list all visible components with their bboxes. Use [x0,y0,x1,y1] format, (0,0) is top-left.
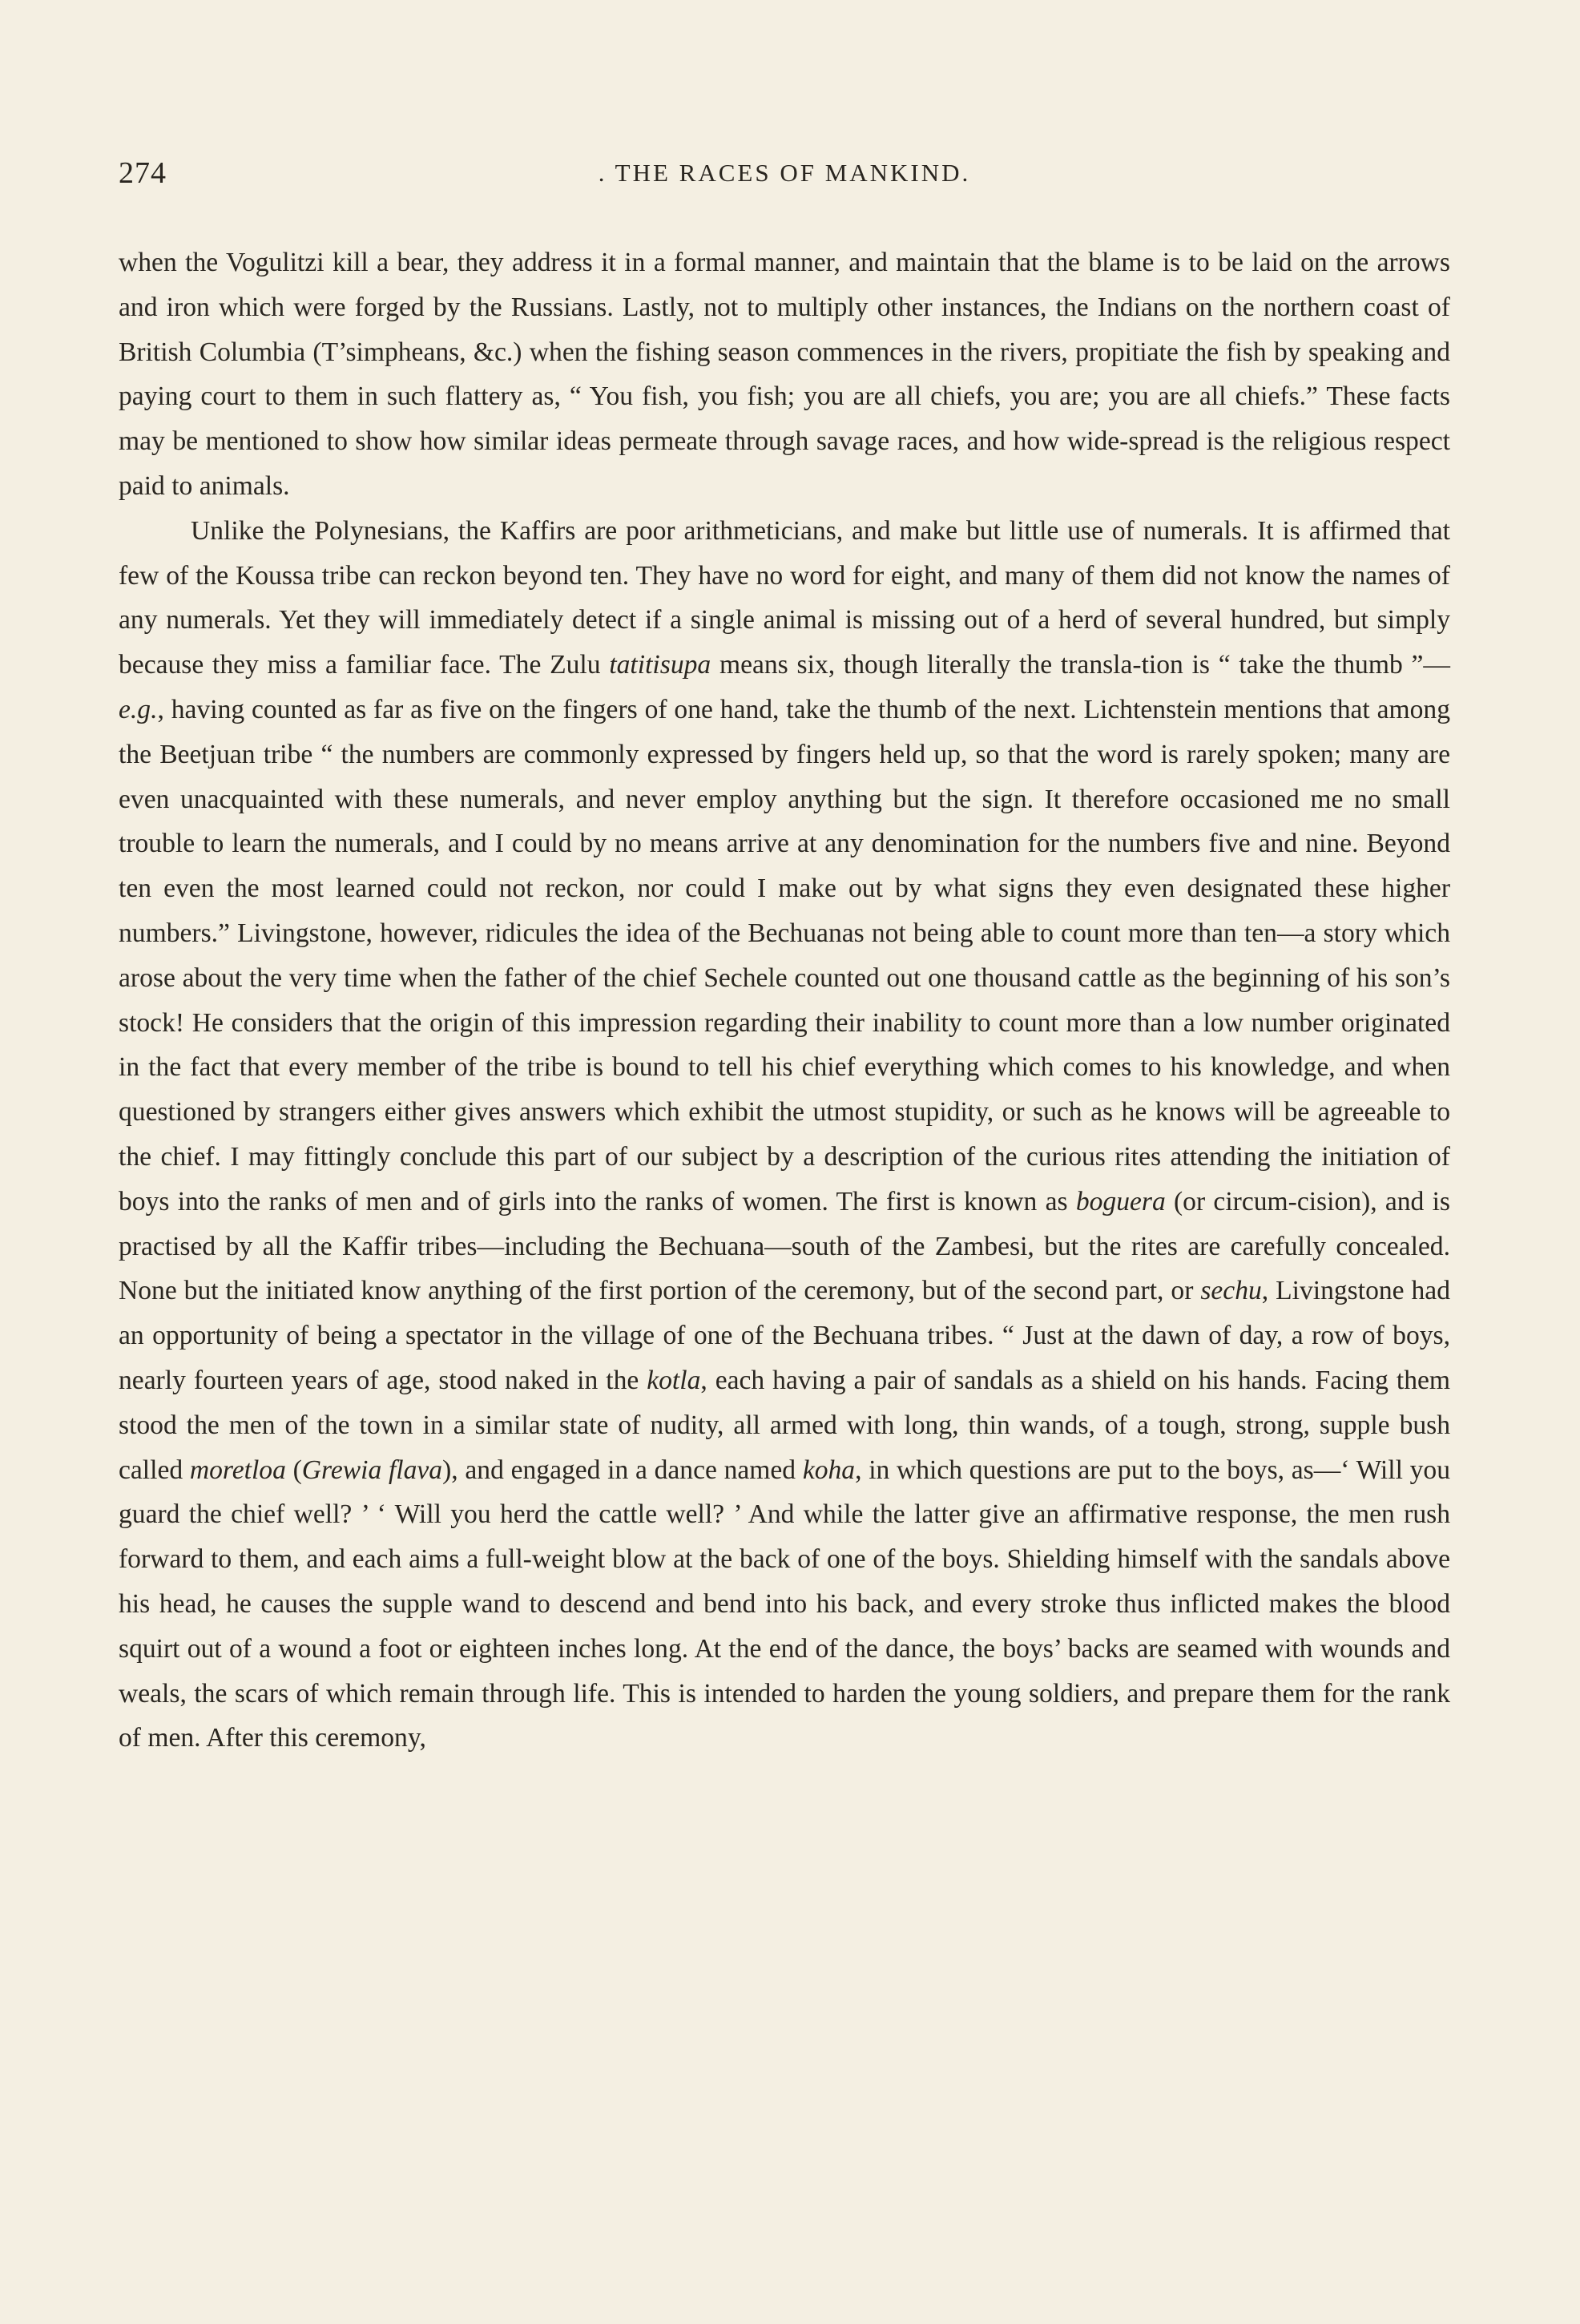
text-segment: when the Vogulitzi kill a bear, they address it in a formal manner, and maintain that the blame is to be laid on the arrows and iron which were forged by the Russians. Lastly, not to multiply other instances, the Indians on the northern coast of British Columbia (T’simpheans, &c.) when the fishing season commences in the rivers, propitiate the fish by speaking and paying court to them in such flattery as, “ You fish, you fish; you are all chiefs, you are; you are all chiefs.” These facts may be mentioned to show how similar ideas permeate through savage races, and how wide-spread is the religious respect paid to animals. [119,248,1450,501]
italic-term: sechu [1200,1276,1262,1306]
text-segment: , in which questions are put to the boys, as—‘ Will you guard the chief well? ’ ‘ Will you herd the cattle well? ’ And while the latter give an affirmative response, the men rush forward to them, and each aims a full-weight blow at the back of one of the boys. Shielding himself with the sandals above his head, he causes the supple wand to descend and bend into his back, and every stroke thus inflicted makes the blood squirt out of a wound a foot or eighteen inches long. At the end of the dance, the boys’ backs are seamed with wounds and weals, the scars of which remain through life. This is intended to harden the young soldiers, and prepare them for the rank of men. After this ceremony, [119,1455,1450,1753]
italic-term: moretloa [189,1455,286,1485]
body-text [119,240,1450,1761]
italic-term: e.g. [119,694,158,724]
running-head [119,152,1450,200]
text-segment: Unlike the Polynesians, the Kaffirs are poor arithmeticians, and make but little use of numerals. It is affirmed that few of the Koussa tribe can reckon beyond ten. They have no word for eight, and many of them did not know the names of any numerals. Yet they will immediately detect if a single animal is missing out of a herd of several hundred, but simply because they miss a familiar face. The Zulu [119,515,1450,680]
text-segment: , Livingstone had an opportunity of being a spectator in the village of one of the Bechuana tribes. “ Just at the dawn of day, a row of boys, nearly fourteen years of age, stood naked in the [119,1276,1450,1395]
text-segment: , having counted as far as five on the fingers of one hand, take the thumb of the next. Lichtenstein mentions that among the Beetjuan tribe “ the numbers are commonly expressed by fingers held up, so that the word is rarely spoken; many are even unacquainted with these numerals, and never employ anything but the sign. It therefore occasioned me no small trouble to learn the numerals, and I could by no means arrive at any denomination for the numbers five and nine. Beyond ten even the most learned could not reckon, nor could I make out by what signs they even designated these higher numbers.” Livingstone, however, ridicules the idea of the Bechuanas not being able to count more than ten—a story which arose about the very time when the father of the chief Sechele counted out one thousand cattle as the beginning of his son’s stock! He considers that the origin of this impression regarding their inability to count more than a low number originated in the fact that every member of the tribe is bound to tell his chief everything which comes to his knowledge, and when questioned by strangers either gives answers which exhibit the utmost stupidity, or such as he knows will be agreeable to the chief. I may fittingly conclude this part of our subject by a description of the curious rites attending the initiation of boys into the ranks of men and of girls into the ranks of women. The first is known as [119,694,1450,1216]
italic-term: tatitisupa [609,650,711,680]
paragraph-kaffir-numerals [119,509,1450,1761]
text-segment: , each having a pair of sandals as a shield on his hands. Facing them stood the men of the town in a similar state of nudity, all armed with long, thin wands, of a tough, strong, supple bush called [119,1365,1450,1485]
page-number: 274 [119,156,167,190]
italic-term: Grewia flava [301,1455,443,1485]
text-segment: ( [285,1455,302,1485]
italic-term: kotla [647,1365,701,1395]
text-segment: ), and engaged in a dance named [442,1455,803,1485]
text-segment: (or circum-cision), and is practised by all the Kaffir tribes—including the Bechuana—south of the Zambesi, but the rites are carefully concealed. None but the initiated know anything of the first portion of the ceremony, but of the second part, or [119,1186,1450,1306]
text-segment: means six, though literally the transla-tion is “ take the thumb ”— [711,650,1450,680]
italic-term: boguera [1075,1186,1166,1216]
italic-term: koha [802,1455,856,1485]
running-title: . THE RACES OF MANKIND. [598,159,971,187]
book-page [119,152,1450,1761]
paragraph-continued [119,240,1450,509]
